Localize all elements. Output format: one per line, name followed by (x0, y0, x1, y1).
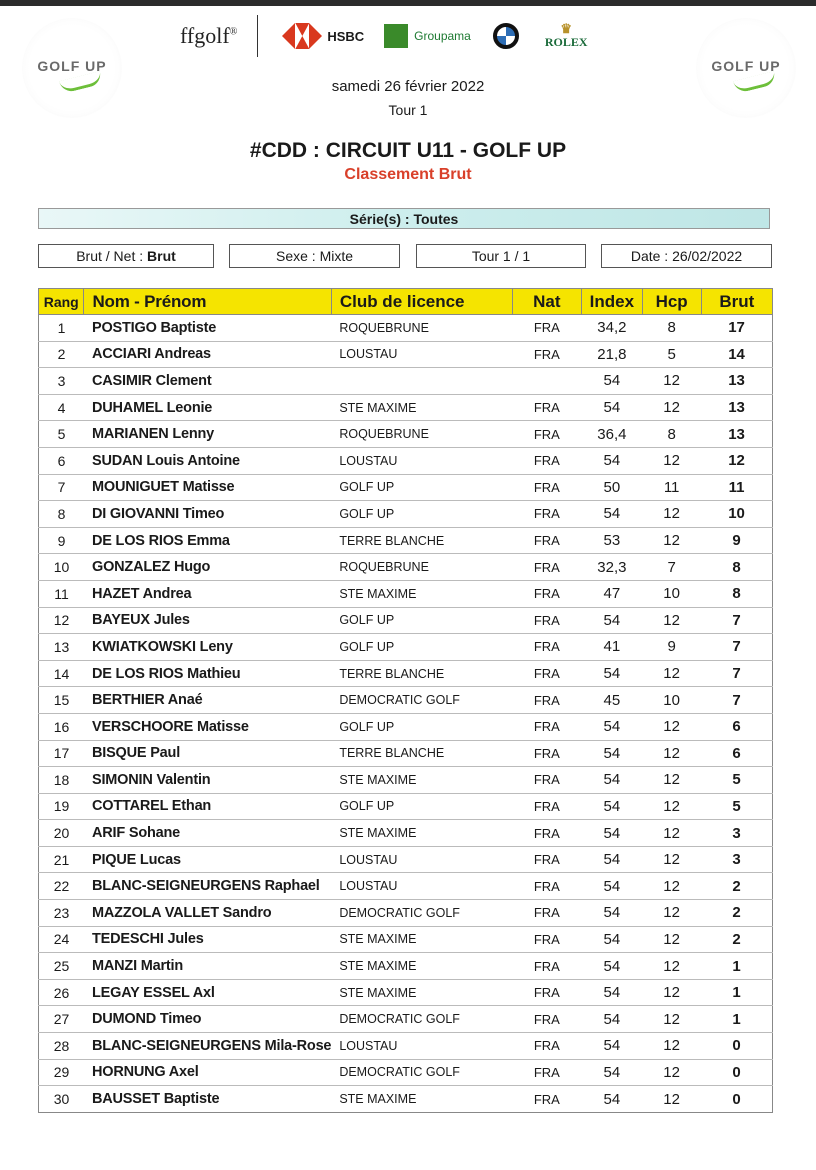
nat-cell: FRA (512, 315, 581, 342)
index-cell: 54 (582, 979, 643, 1006)
sponsor-divider (257, 15, 258, 57)
nat-cell: FRA (512, 820, 581, 847)
filter-row (38, 244, 772, 268)
hcp-cell: 12 (642, 1006, 701, 1033)
brut-cell: 0 (701, 1059, 772, 1086)
index-cell: 54 (582, 1059, 643, 1086)
hcp-cell: 9 (642, 634, 701, 661)
hcp-cell: 5 (642, 341, 701, 368)
index-cell: 54 (582, 368, 643, 395)
col-brut: Brut (701, 289, 772, 315)
brut-net-label: Brut / Net : (76, 248, 144, 264)
table-row (39, 873, 773, 900)
rank-cell: 4 (39, 394, 84, 421)
club-cell: STE MAXIME (331, 979, 512, 1006)
rank-cell: 18 (39, 767, 84, 794)
rank-cell: 10 (39, 554, 84, 581)
brut-net-filter (38, 244, 214, 268)
name-cell: DI GIOVANNI Timeo (84, 501, 331, 528)
club-cell: LOUSTAU (331, 1033, 512, 1060)
table-row (39, 315, 773, 342)
index-cell: 54 (582, 501, 643, 528)
table-row (39, 660, 773, 687)
club-cell: STE MAXIME (331, 580, 512, 607)
hsbc-hexagon-icon (282, 23, 322, 49)
index-cell: 34,2 (582, 315, 643, 342)
nat-cell: FRA (512, 687, 581, 714)
col-club: Club de licence (331, 289, 512, 315)
nat-cell: FRA (512, 474, 581, 501)
club-cell: STE MAXIME (331, 767, 512, 794)
brut-cell: 0 (701, 1086, 772, 1113)
name-cell: MOUNIGUET Matisse (84, 474, 331, 501)
name-cell: DUMOND Timeo (84, 1006, 331, 1033)
col-rang: Rang (39, 289, 84, 315)
name-cell: GONZALEZ Hugo (84, 554, 331, 581)
nat-cell: FRA (512, 447, 581, 474)
index-cell: 54 (582, 926, 643, 953)
table-row (39, 740, 773, 767)
brut-cell: 13 (701, 394, 772, 421)
name-cell: LEGAY ESSEL Axl (84, 979, 331, 1006)
name-cell: HAZET Andrea (84, 580, 331, 607)
name-cell: BISQUE Paul (84, 740, 331, 767)
top-bar (0, 0, 816, 6)
club-cell: GOLF UP (331, 474, 512, 501)
name-cell: MARIANEN Lenny (84, 421, 331, 448)
nat-cell: FRA (512, 873, 581, 900)
index-cell: 21,8 (582, 341, 643, 368)
index-cell: 54 (582, 767, 643, 794)
index-cell: 54 (582, 953, 643, 980)
brut-cell: 3 (701, 820, 772, 847)
hcp-cell: 12 (642, 793, 701, 820)
name-cell: SUDAN Louis Antoine (84, 447, 331, 474)
nat-cell: FRA (512, 793, 581, 820)
club-cell: STE MAXIME (331, 820, 512, 847)
hcp-cell: 12 (642, 979, 701, 1006)
nat-cell: FRA (512, 660, 581, 687)
hcp-cell: 10 (642, 687, 701, 714)
name-cell: HORNUNG Axel (84, 1059, 331, 1086)
table-row (39, 421, 773, 448)
rank-cell: 5 (39, 421, 84, 448)
brut-cell: 7 (701, 607, 772, 634)
table-row (39, 1006, 773, 1033)
name-cell: BAYEUX Jules (84, 607, 331, 634)
table-row (39, 368, 773, 395)
club-cell: GOLF UP (331, 713, 512, 740)
table-row (39, 1086, 773, 1113)
date-filter: Date : 26/02/2022 (601, 244, 772, 268)
nat-cell: FRA (512, 926, 581, 953)
rank-cell: 1 (39, 315, 84, 342)
nat-cell: FRA (512, 580, 581, 607)
name-cell: BLANC-SEIGNEURGENS Raphael (84, 873, 331, 900)
name-cell: VERSCHOORE Matisse (84, 713, 331, 740)
brut-cell: 3 (701, 846, 772, 873)
brut-cell: 8 (701, 554, 772, 581)
brut-cell: 1 (701, 1006, 772, 1033)
hcp-cell: 8 (642, 315, 701, 342)
golfup-logo-text: GOLF UP (711, 58, 781, 74)
club-cell: DEMOCRATIC GOLF (331, 900, 512, 927)
brut-cell: 11 (701, 474, 772, 501)
table-header-row (39, 289, 773, 315)
rank-cell: 15 (39, 687, 84, 714)
index-cell: 50 (582, 474, 643, 501)
table-row (39, 953, 773, 980)
nat-cell: FRA (512, 501, 581, 528)
index-cell: 54 (582, 607, 643, 634)
table-row (39, 979, 773, 1006)
index-cell: 45 (582, 687, 643, 714)
index-cell: 54 (582, 1006, 643, 1033)
brut-cell: 13 (701, 368, 772, 395)
name-cell: BERTHIER Anaé (84, 687, 331, 714)
table-row (39, 846, 773, 873)
club-cell: STE MAXIME (331, 926, 512, 953)
table-row (39, 474, 773, 501)
brut-cell: 14 (701, 341, 772, 368)
bmw-roundel-icon (493, 23, 519, 49)
name-cell: KWIATKOWSKI Leny (84, 634, 331, 661)
hcp-cell: 12 (642, 1033, 701, 1060)
nat-cell: FRA (512, 1059, 581, 1086)
nat-cell: FRA (512, 979, 581, 1006)
brut-cell: 7 (701, 687, 772, 714)
club-cell: LOUSTAU (331, 846, 512, 873)
registered-mark: ® (229, 26, 238, 38)
hcp-cell: 12 (642, 713, 701, 740)
name-cell: MANZI Martin (84, 953, 331, 980)
hcp-cell: 12 (642, 501, 701, 528)
brut-cell: 2 (701, 926, 772, 953)
name-cell: SIMONIN Valentin (84, 767, 331, 794)
brut-cell: 12 (701, 447, 772, 474)
nat-cell: FRA (512, 1033, 581, 1060)
col-nom: Nom - Prénom (84, 289, 331, 315)
ffgolf-text: ffgolf (180, 23, 230, 48)
name-cell: TEDESCHI Jules (84, 926, 331, 953)
index-cell: 54 (582, 660, 643, 687)
rank-cell: 27 (39, 1006, 84, 1033)
rank-cell: 7 (39, 474, 84, 501)
index-cell: 54 (582, 820, 643, 847)
page-subtitle: Classement Brut (344, 166, 472, 183)
hsbc-logo (282, 23, 364, 49)
rank-cell: 23 (39, 900, 84, 927)
rank-cell: 9 (39, 527, 84, 554)
rolex-text: ROLEX (544, 34, 588, 49)
table-row (39, 926, 773, 953)
name-cell: PIQUE Lucas (84, 846, 331, 873)
nat-cell: FRA (512, 953, 581, 980)
table-row (39, 767, 773, 794)
event-tour: Tour 1 (388, 102, 428, 118)
series-banner: Série(s) : Toutes (38, 208, 770, 229)
club-cell: ROQUEBRUNE (331, 315, 512, 342)
brut-cell: 13 (701, 421, 772, 448)
club-cell: ROQUEBRUNE (331, 554, 512, 581)
name-cell: DE LOS RIOS Mathieu (84, 660, 331, 687)
index-cell: 54 (582, 713, 643, 740)
brut-cell: 0 (701, 1033, 772, 1060)
name-cell: BAUSSET Baptiste (84, 1086, 331, 1113)
table-row (39, 687, 773, 714)
hcp-cell: 12 (642, 447, 701, 474)
sponsor-bar (180, 14, 588, 58)
rank-cell: 14 (39, 660, 84, 687)
name-cell: ACCIARI Andreas (84, 341, 331, 368)
table-row (39, 501, 773, 528)
col-nat: Nat (512, 289, 581, 315)
index-cell: 54 (582, 873, 643, 900)
rank-cell: 24 (39, 926, 84, 953)
index-cell: 54 (582, 846, 643, 873)
club-cell: GOLF UP (331, 607, 512, 634)
table-row (39, 713, 773, 740)
page-title: #CDD : CIRCUIT U11 - GOLF UP (249, 139, 567, 162)
hcp-cell: 12 (642, 1059, 701, 1086)
rank-cell: 20 (39, 820, 84, 847)
nat-cell: FRA (512, 713, 581, 740)
table-row (39, 820, 773, 847)
nat-cell: FRA (512, 394, 581, 421)
results-table (38, 288, 773, 1113)
nat-cell: FRA (512, 341, 581, 368)
rank-cell: 29 (39, 1059, 84, 1086)
hcp-cell: 12 (642, 873, 701, 900)
brut-cell: 7 (701, 660, 772, 687)
brut-cell: 6 (701, 740, 772, 767)
index-cell: 54 (582, 447, 643, 474)
index-cell: 54 (582, 793, 643, 820)
hcp-cell: 12 (642, 900, 701, 927)
rank-cell: 6 (39, 447, 84, 474)
hcp-cell: 12 (642, 820, 701, 847)
table-row (39, 900, 773, 927)
hcp-cell: 7 (642, 554, 701, 581)
name-cell: ARIF Sohane (84, 820, 331, 847)
name-cell: DE LOS RIOS Emma (84, 527, 331, 554)
index-cell: 53 (582, 527, 643, 554)
groupama-icon (384, 24, 408, 48)
rank-cell: 28 (39, 1033, 84, 1060)
nat-cell: FRA (512, 846, 581, 873)
rolex-logo (544, 20, 588, 50)
rank-cell: 30 (39, 1086, 84, 1113)
hcp-cell: 12 (642, 846, 701, 873)
club-cell: DEMOCRATIC GOLF (331, 1059, 512, 1086)
nat-cell: FRA (512, 527, 581, 554)
nat-cell (512, 368, 581, 395)
rank-cell: 19 (39, 793, 84, 820)
col-index: Index (582, 289, 643, 315)
club-cell: DEMOCRATIC GOLF (331, 687, 512, 714)
club-cell (331, 368, 512, 395)
hcp-cell: 11 (642, 474, 701, 501)
brut-net-value: Brut (147, 248, 176, 264)
club-cell: TERRE BLANCHE (331, 660, 512, 687)
nat-cell: FRA (512, 1006, 581, 1033)
brut-cell: 5 (701, 767, 772, 794)
index-cell: 41 (582, 634, 643, 661)
table-row (39, 394, 773, 421)
brut-cell: 8 (701, 580, 772, 607)
table-row (39, 580, 773, 607)
rank-cell: 26 (39, 979, 84, 1006)
brut-cell: 10 (701, 501, 772, 528)
club-cell: LOUSTAU (331, 447, 512, 474)
tour-filter: Tour 1 / 1 (416, 244, 586, 268)
crown-icon: ♛ (560, 20, 573, 36)
table-row (39, 527, 773, 554)
rank-cell: 17 (39, 740, 84, 767)
club-cell: GOLF UP (331, 501, 512, 528)
rank-cell: 25 (39, 953, 84, 980)
nat-cell: FRA (512, 767, 581, 794)
name-cell: POSTIGO Baptiste (84, 315, 331, 342)
name-cell: COTTAREL Ethan (84, 793, 331, 820)
hcp-cell: 12 (642, 394, 701, 421)
brut-cell: 9 (701, 527, 772, 554)
nat-cell: FRA (512, 607, 581, 634)
table-row (39, 607, 773, 634)
club-cell: TERRE BLANCHE (331, 527, 512, 554)
rank-cell: 12 (39, 607, 84, 634)
brut-cell: 1 (701, 979, 772, 1006)
table-row (39, 447, 773, 474)
nat-cell: FRA (512, 634, 581, 661)
rank-cell: 22 (39, 873, 84, 900)
brut-cell: 6 (701, 713, 772, 740)
hcp-cell: 12 (642, 767, 701, 794)
club-cell: DEMOCRATIC GOLF (331, 1006, 512, 1033)
table-row (39, 634, 773, 661)
hcp-cell: 8 (642, 421, 701, 448)
index-cell: 32,3 (582, 554, 643, 581)
index-cell: 54 (582, 394, 643, 421)
event-date: samedi 26 février 2022 (331, 78, 485, 95)
club-cell: STE MAXIME (331, 394, 512, 421)
name-cell: MAZZOLA VALLET Sandro (84, 900, 331, 927)
rank-cell: 16 (39, 713, 84, 740)
rank-cell: 21 (39, 846, 84, 873)
index-cell: 47 (582, 580, 643, 607)
rank-cell: 2 (39, 341, 84, 368)
rank-cell: 8 (39, 501, 84, 528)
index-cell: 36,4 (582, 421, 643, 448)
brut-cell: 5 (701, 793, 772, 820)
rank-cell: 3 (39, 368, 84, 395)
hcp-cell: 12 (642, 660, 701, 687)
index-cell: 54 (582, 900, 643, 927)
brut-cell: 17 (701, 315, 772, 342)
nat-cell: FRA (512, 900, 581, 927)
nat-cell: FRA (512, 554, 581, 581)
name-cell: DUHAMEL Leonie (84, 394, 331, 421)
hcp-cell: 12 (642, 527, 701, 554)
brut-cell: 2 (701, 900, 772, 927)
rank-cell: 13 (39, 634, 84, 661)
hcp-cell: 12 (642, 1086, 701, 1113)
brut-cell: 2 (701, 873, 772, 900)
hsbc-text: HSBC (327, 28, 365, 44)
table-body (39, 315, 773, 1113)
table-row (39, 554, 773, 581)
hcp-cell: 12 (642, 953, 701, 980)
table-row (39, 793, 773, 820)
club-cell: TERRE BLANCHE (331, 740, 512, 767)
nat-cell: FRA (512, 1086, 581, 1113)
groupama-logo (384, 24, 471, 48)
table-row (39, 1059, 773, 1086)
index-cell: 54 (582, 1086, 643, 1113)
hcp-cell: 10 (642, 580, 701, 607)
club-cell: LOUSTAU (331, 341, 512, 368)
hcp-cell: 12 (642, 368, 701, 395)
hcp-cell: 12 (642, 607, 701, 634)
brut-cell: 7 (701, 634, 772, 661)
ffgolf-logo (180, 23, 237, 49)
nat-cell: FRA (512, 421, 581, 448)
club-cell: STE MAXIME (331, 953, 512, 980)
table-row (39, 341, 773, 368)
club-cell: STE MAXIME (331, 1086, 512, 1113)
hcp-cell: 12 (642, 926, 701, 953)
name-cell: BLANC-SEIGNEURGENS Mila-Rose (84, 1033, 331, 1060)
club-cell: LOUSTAU (331, 873, 512, 900)
table-row (39, 1033, 773, 1060)
index-cell: 54 (582, 740, 643, 767)
brut-cell: 1 (701, 953, 772, 980)
club-cell: GOLF UP (331, 793, 512, 820)
club-cell: GOLF UP (331, 634, 512, 661)
sexe-filter: Sexe : Mixte (229, 244, 400, 268)
rank-cell: 11 (39, 580, 84, 607)
nat-cell: FRA (512, 740, 581, 767)
name-cell: CASIMIR Clement (84, 368, 331, 395)
hcp-cell: 12 (642, 740, 701, 767)
golfup-logo-text: GOLF UP (37, 58, 107, 74)
groupama-text: Groupama (414, 29, 471, 43)
col-hcp: Hcp (642, 289, 701, 315)
index-cell: 54 (582, 1033, 643, 1060)
club-cell: ROQUEBRUNE (331, 421, 512, 448)
